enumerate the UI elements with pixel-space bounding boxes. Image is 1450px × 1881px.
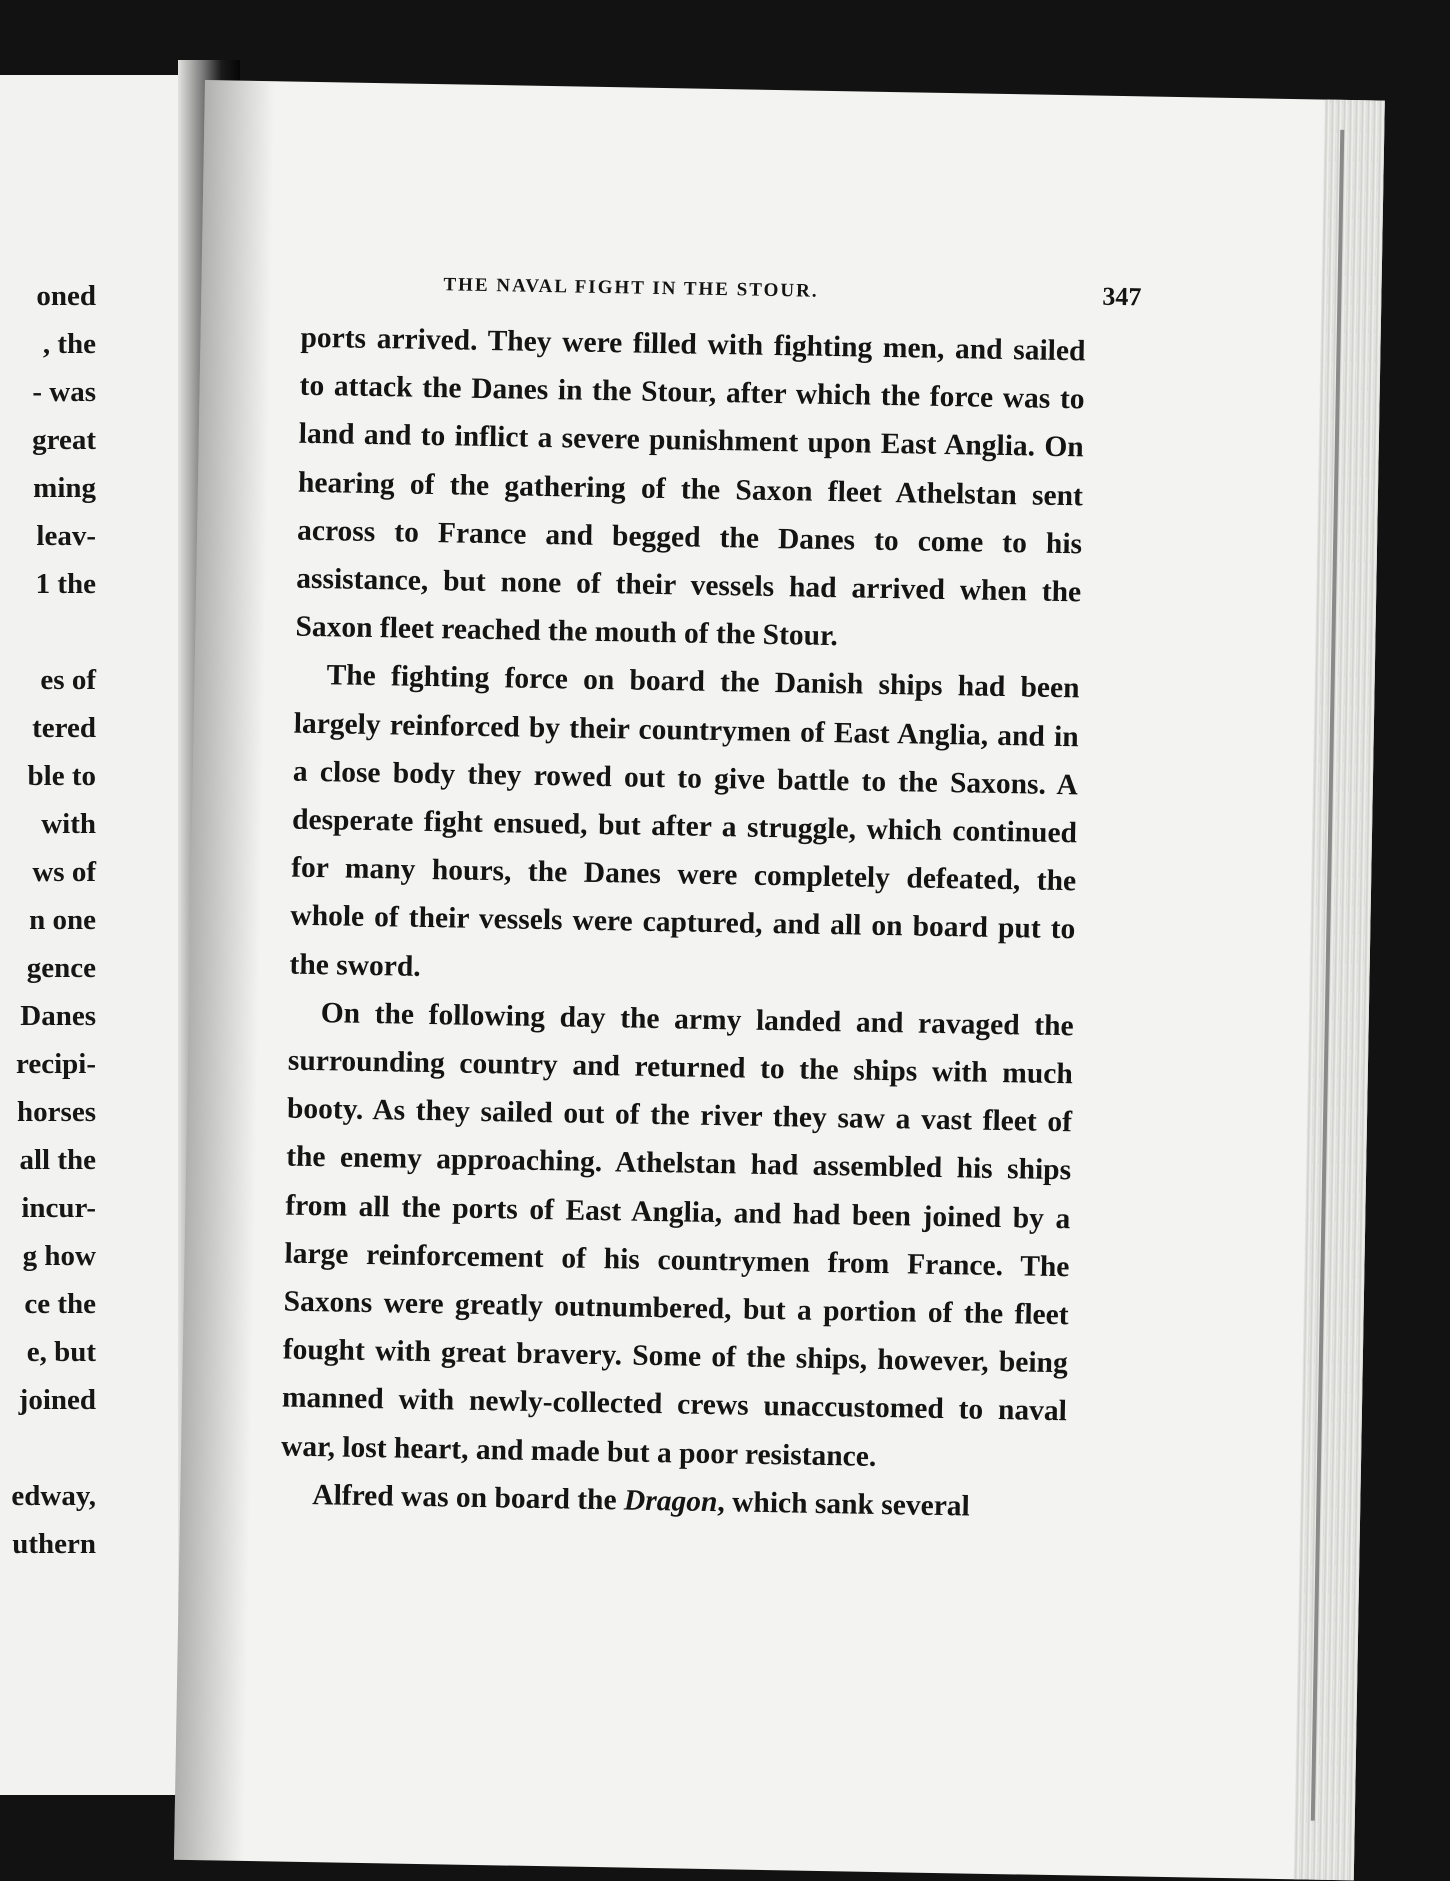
left-line-fragment: tered [32,712,96,744]
left-line-fragment: , the [42,328,96,360]
left-line-fragment: uthern [12,1528,96,1560]
left-line-fragment: joined [18,1384,96,1416]
left-line-fragment: horses [17,1096,96,1128]
paragraph: The fighting force on board the Danish ships had been largely reinforced by their countrymen of East Anglia, and in a close body they rowed out to give battle to the Saxons. A desperate fight ensued, but after a struggle, which continued for many hours, the Danes were completely defeated, the whole of their vessels were captured, and all on board put to the sword. [289,659,1080,983]
running-title: THE NAVAL FIGHT IN THE STOUR. [443,274,819,302]
running-head [301,262,1142,316]
paragraph-text: , which sank several [717,1486,971,1523]
paragraph-text: Alfred was on board the [312,1478,625,1517]
left-line-fragment: recipi- [16,1048,96,1080]
left-line-fragment: all the [19,1144,96,1176]
left-line-fragment: gence [26,952,96,984]
left-line-fragment: incur- [21,1192,96,1224]
left-line-fragment: es of [40,664,96,696]
left-line-fragment: 1 the [35,568,96,600]
page-number: 347 [1102,281,1142,312]
ship-name: Dragon [623,1484,718,1519]
left-line-fragment: g how [22,1240,96,1272]
left-line-fragment: e, but [26,1336,96,1368]
left-line-fragment: leav- [36,520,96,552]
paragraph: ports arrived. They were filled with fighting men, and sailed to attack the Danes in the Stour, after which the force was to land and to inflict a severe punishment upon East Anglia. On hearing of the gathering of the Saxon fleet Athelstan sent across to France and begged the Danes to come to his assistance, but none of their vessels had arrived when the Saxon fleet reached the mouth of the Stour. [295,321,1086,653]
left-line-fragment: ws of [32,856,96,888]
left-line-fragment: great [32,424,96,456]
body-text [280,314,1086,1533]
left-line-fragment: ming [33,472,96,504]
left-line-fragment: edway, [11,1480,96,1512]
left-line-fragment: Danes [20,1000,96,1032]
paragraph: On the following day the army landed and ravaged the surrounding country and returned to the ships with much booty. As they sailed out of the river they saw a vast fleet of the enemy approaching. Athelstan had assembled his ships from all the ports of East Anglia, and had been joined by a large reinforcement of his countrymen from France. The Saxons were greatly outnumbered, but a portion of the fleet fought with great bravery. Some of the ships, however, being manned with newly-collected crews unaccustomed to naval war, lost heart, and made but a poor resistance. [280,997,1074,1473]
left-line-fragment: - was [32,376,96,408]
book-page [174,80,1385,1880]
page-text-block [280,262,1142,1533]
left-line-fragment: n one [29,904,96,936]
left-line-fragment: ce the [24,1288,96,1320]
left-line-fragment: with [41,808,96,840]
previous-page-text-fragments [0,0,96,1881]
left-line-fragment: ble to [27,760,96,792]
left-line-fragment: oned [36,280,96,312]
